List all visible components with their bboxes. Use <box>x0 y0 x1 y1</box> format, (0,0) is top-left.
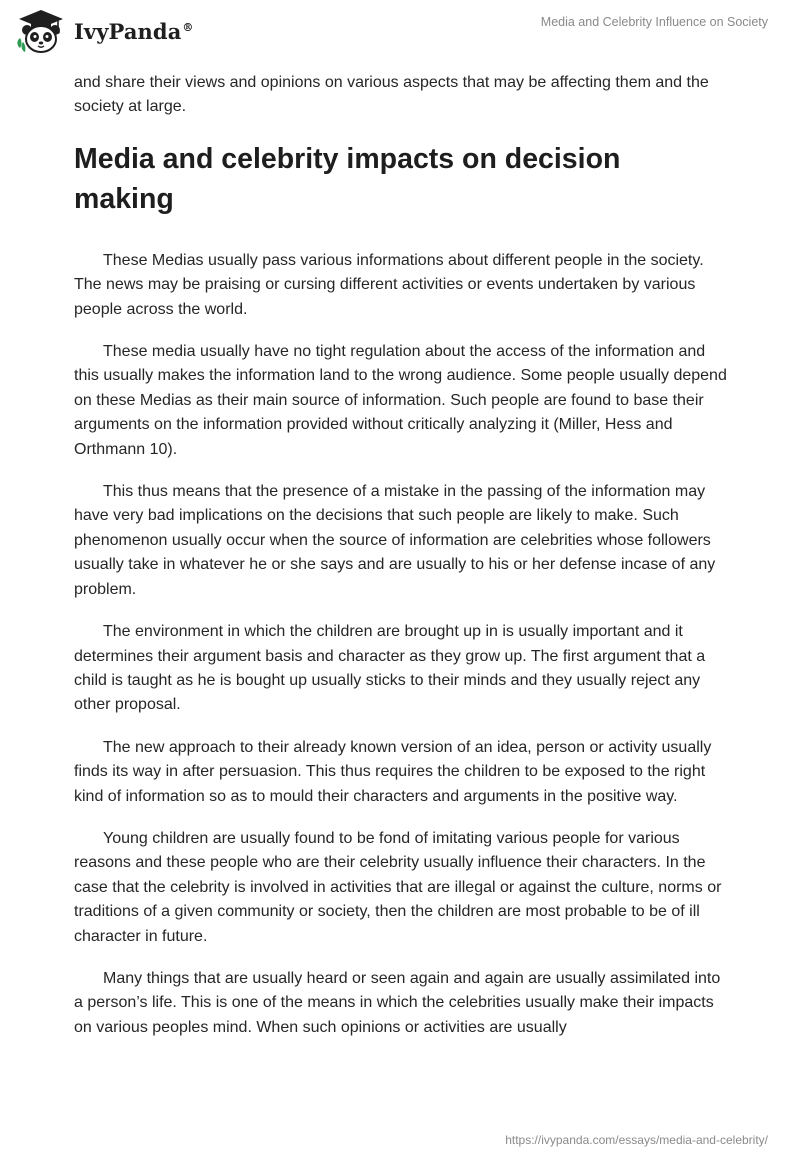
paragraph: These media usually have no tight regulation about the access of the information and this usually makes the information land to the wrong audience. Some people usually depend on these Medias as their main source of information. Such people are found to base their arguments on the information provided without critically analyzing it (Miller, Hess and Orthmann 10). <box>74 343 727 458</box>
paragraph: This thus means that the presence of a mistake in the passing of the information may have very bad implications on the decisions that such people are likely to make. Such phenomenon usually occur when the source of information are celebrities whose followers usually take in whatever he or she says and are usually to his or her defense incase of any problem. <box>74 483 716 598</box>
lead-paragraph: and share their views and opinions on various aspects that may be affecting them and the society at large. <box>74 74 709 116</box>
page-header <box>0 0 800 64</box>
paragraph: These Medias usually pass various informations about different people in the society. The news may be praising or cursing different activities or events undertaken by various people across the world. <box>74 251 704 318</box>
paragraph: The new approach to their already known version of an idea, person or activity usually finds its way in after persuasion. This thus requires the children to be exposed to the right kind of information so as to mould their characters and arguments in the positive way. <box>74 738 712 805</box>
essay-content <box>74 71 728 1058</box>
ivypanda-logo[interactable] <box>14 8 194 54</box>
paragraph: Many things that are usually heard or seen again and again are usually assimilated into a person’s life. This is one of the means in which the celebrities usually make their impacts on various peoples mind. When such opinions or activities are usually <box>74 969 721 1036</box>
paragraph: Young children are usually found to be fond of imitating various people for various reasons and these people who are their celebrity usually influence their characters. In the case that the celebrity is involved in activities that are illegal or against the culture, norms or traditions of a given community or society, then the children are most probable to be of ill character in future. <box>74 829 722 945</box>
brand-name: IvyPanda® <box>74 18 194 44</box>
paragraph: The environment in which the children are brought up in is usually important and it determines their argument basis and character as they grow up. The first argument that a child is taught as he is bought up usually sticks to their minds and they usually reject any other proposal. <box>74 623 706 714</box>
panda-graduate-icon <box>14 8 68 54</box>
document-title: Media and Celebrity Influence on Society <box>540 15 768 29</box>
section-heading: Media and celebrity impacts on decision making <box>74 142 621 215</box>
source-url[interactable]: https://ivypanda.com/essays/media-and-celebrity/ <box>505 1133 768 1147</box>
